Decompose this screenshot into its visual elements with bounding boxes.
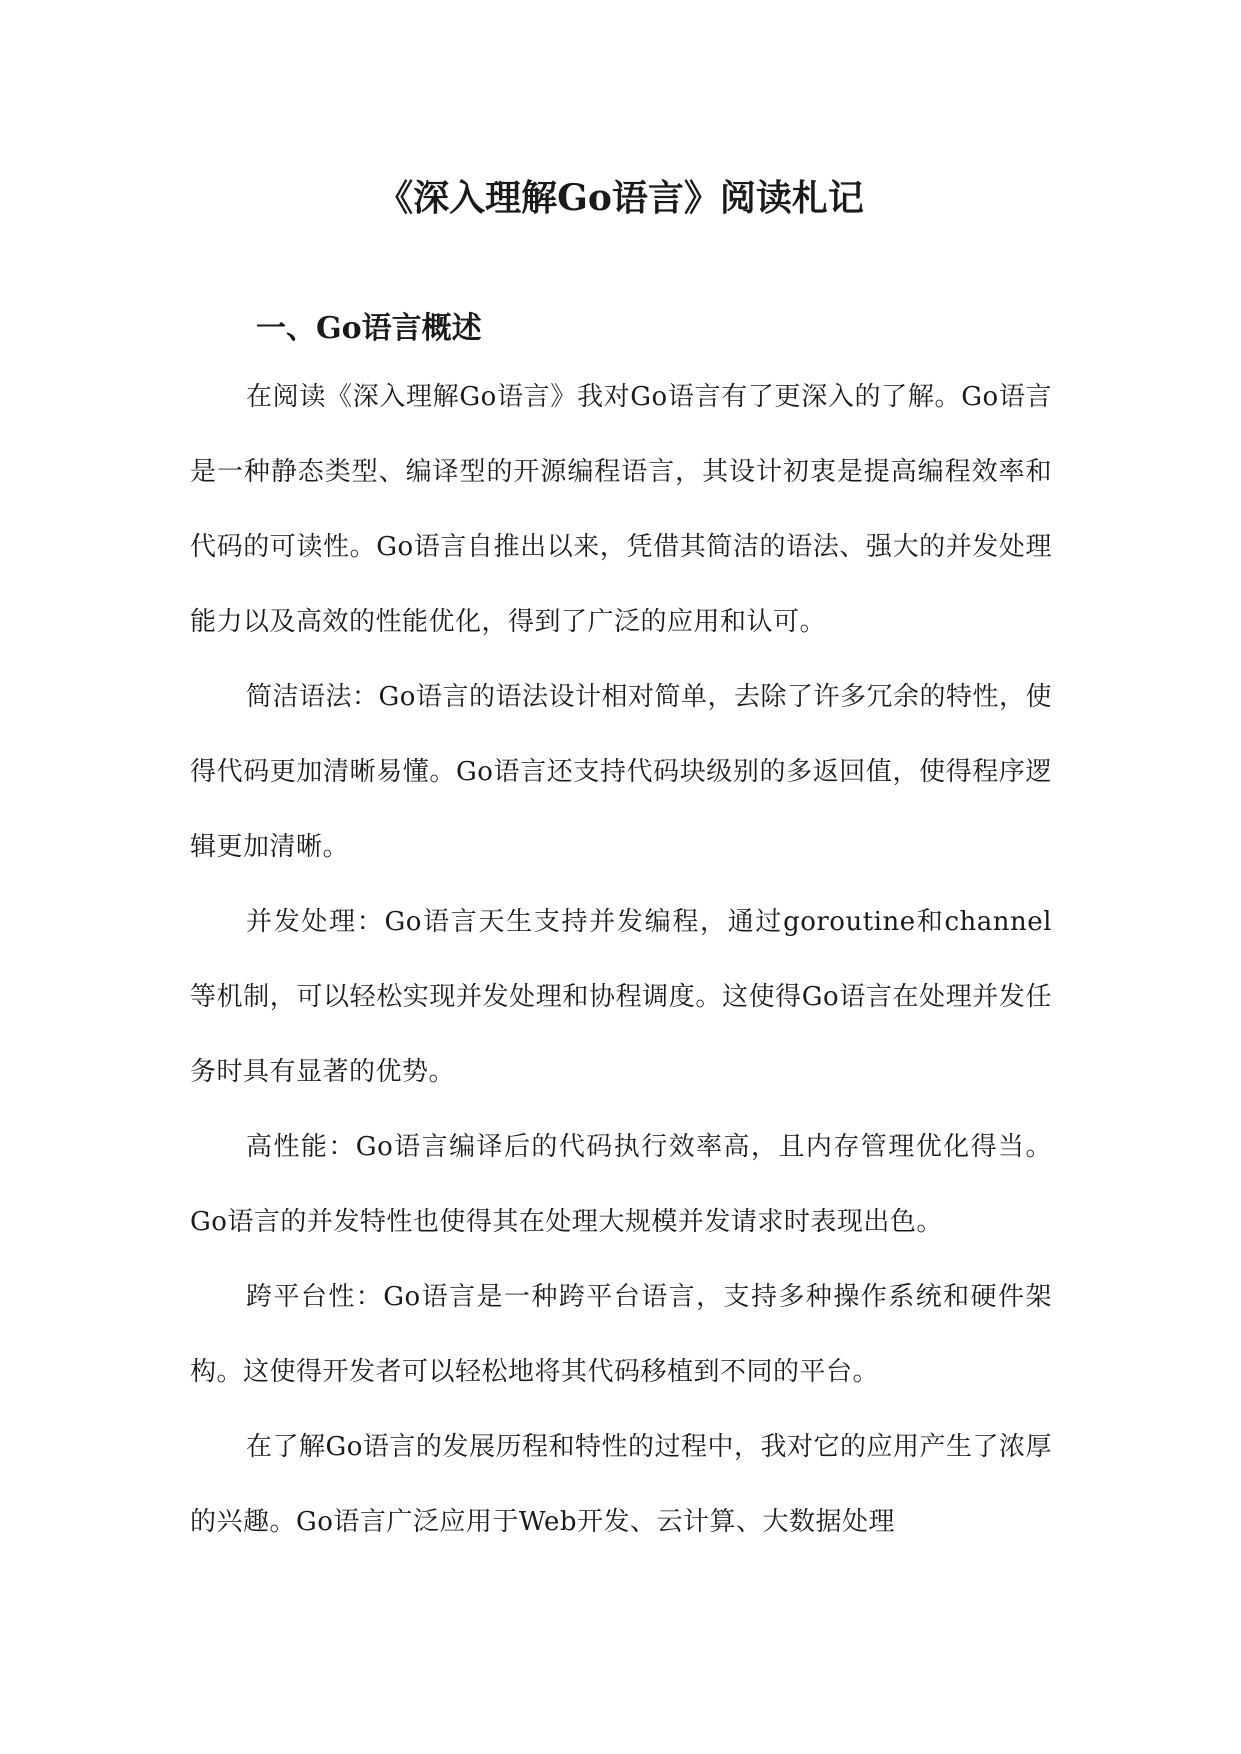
paragraph-concurrency: 并发处理：Go语言天生支持并发编程，通过goroutine和channel等机制，可以轻松实现并发处理和协程调度。这使得Go语言在处理并发任务时具有显著的优势。 xyxy=(190,907,1052,1087)
paragraph-intro: 在阅读《深入理解Go语言》我对Go语言有了更深入的了解。Go语言是一种静态类型、编译型的开源编程语言，其设计初衷是提高编程效率和代码的可读性。Go语言自推出以来，凭借其简洁的语法、强大的并发处理能力以及高效的性能优化，得到了广泛的应用和认可。 xyxy=(190,382,1052,637)
paragraph-applications: 在了解Go语言的发展历程和特性的过程中，我对它的应用产生了浓厚的兴趣。Go语言广泛应用于Web开发、云计算、大数据处理 xyxy=(190,1432,1052,1537)
paragraph-simple-syntax: 简洁语法：Go语言的语法设计相对简单，去除了许多冗余的特性，使得代码更加清晰易懂。Go语言还支持代码块级别的多返回值，使得程序逻辑更加清晰。 xyxy=(190,682,1052,862)
document-title: 《深入理解Go语言》阅读札记 xyxy=(377,177,864,220)
section-heading: 一、Go语言概述 xyxy=(256,310,482,346)
paragraph-cross-platform: 跨平台性：Go语言是一种跨平台语言，支持多种操作系统和硬件架构。这使得开发者可以轻松地将其代码移植到不同的平台。 xyxy=(190,1282,1052,1387)
paragraph-performance: 高性能：Go语言编译后的代码执行效率高，且内存管理优化得当。Go语言的并发特性也使得其在处理大规模并发请求时表现出色。 xyxy=(190,1132,1052,1237)
document-body xyxy=(190,360,1052,1560)
